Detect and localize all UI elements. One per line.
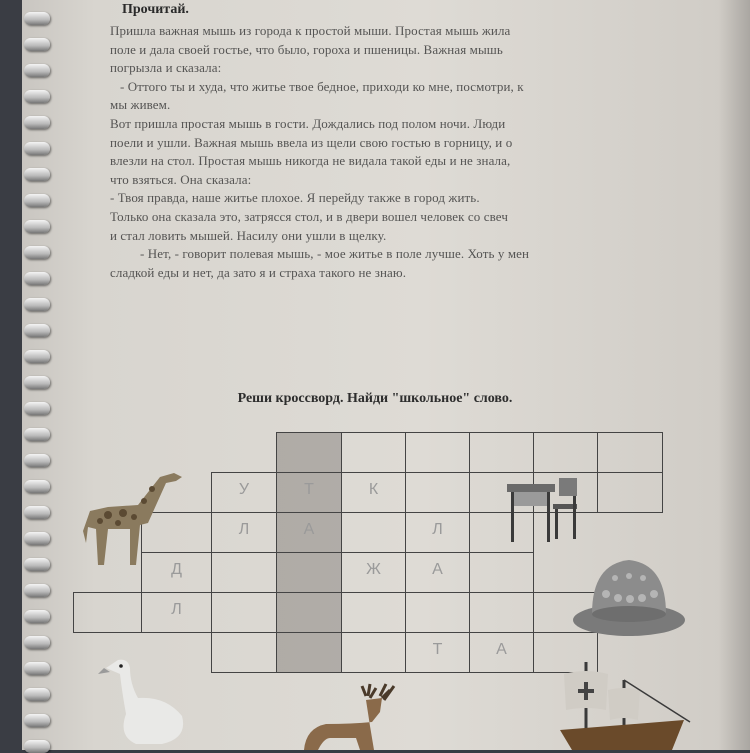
story-line: что взяться. Она сказала: [110,171,252,187]
binding-ring [24,740,50,753]
crossword-cell[interactable] [405,472,470,513]
giraffe-picture [78,465,186,575]
crossword-cell[interactable] [211,512,277,553]
crossword-cell[interactable] [533,432,598,473]
story-line: поели и ушли. Важная мышь ввела из щели свою гостью в горницу, и о [110,134,513,150]
crossword-cell[interactable] [469,432,534,473]
story-line: - Оттого ты и худа, что житье твое бедное, приходи ко мне, посмотри, к [120,78,524,94]
crossword-cell[interactable] [405,592,470,633]
crossword-cell[interactable] [276,512,342,553]
story-line: - Нет, - говорит полевая мышь, - мое житье в поле лучше. Хоть у мен [140,246,530,262]
binding-ring [24,12,50,25]
crossword-cell[interactable] [211,472,277,513]
crossword-cell[interactable] [211,552,277,593]
story-line: Только она сказала это, затрясся стол, и в двери вошел человек со свеч [110,208,508,224]
crossword-cell[interactable] [341,472,406,513]
story-line: влезли на стол. Простая мышь никогда не видала такой еды и не знала, [110,153,511,169]
crossword-cell[interactable] [341,432,406,473]
binding-ring [24,428,50,441]
crossword-cell[interactable] [276,472,342,513]
crossword-letter: Ж [366,561,381,578]
crossword-letter: Т [432,641,443,658]
crossword-letter: Т [304,481,314,498]
page-heading: Прочитай. [122,2,189,17]
crossword-letter: Л [238,521,250,538]
crossword-cell[interactable] [211,632,277,673]
story-line: сладкой еды и нет, да зато я и страха такого не знаю. [110,264,407,280]
binding-ring [24,662,50,675]
crossword-cell[interactable] [405,432,470,473]
binding-ring [24,142,50,155]
crossword-cell[interactable] [341,552,406,593]
story-line: Вот пришла простая мышь в гости. Дождались под полом ночи. Люди [110,115,506,131]
binding-ring [24,532,50,545]
binding-ring [24,584,50,597]
binding-ring [24,688,50,701]
crossword-cell[interactable] [469,592,534,633]
crossword-letter: Л [432,521,443,538]
crossword-cell[interactable] [597,472,663,513]
binding-ring [24,714,50,727]
binding-ring [24,116,50,129]
crossword-cell[interactable] [341,592,406,633]
crossword-cell[interactable] [405,512,470,553]
binding-ring [24,168,50,181]
crossword-letter: Л [171,601,182,618]
crossword-cell[interactable] [597,432,663,473]
binding-ring [24,376,50,389]
story-line: погрызла и сказала: [110,60,222,76]
crossword-cell[interactable] [341,512,406,553]
binding-ring [24,298,50,311]
crossword-cell[interactable] [211,592,277,633]
crossword-cell[interactable] [405,552,470,593]
story-line: мы живем. [110,97,171,113]
binding-ring [24,480,50,493]
binding-ring [24,246,50,259]
binding-ring [24,506,50,519]
crossword-letter: Д [171,561,182,578]
story-text [110,22,720,282]
binding-ring [24,90,50,103]
crossword-cell[interactable] [341,632,406,673]
crossword-letter: У [238,481,250,498]
binding-ring [24,272,50,285]
crossword-cell[interactable] [276,592,342,633]
goose-picture [96,652,194,750]
crossword-cell[interactable] [405,632,470,673]
binding-ring [24,194,50,207]
binding-ring [24,38,50,51]
crossword-task-title: Реши кроссворд. Найди "школьное" слово. [237,391,513,406]
story-line: поле и дала своей гостье, что было, гороха и пшеницы. Важная мышь [110,41,503,57]
story-line: - Твоя правда, наше житье плохое. Я перейду также в город жить. [110,190,480,206]
school-desk-picture [503,474,581,546]
crossword-cell[interactable] [469,552,534,593]
crossword-cell[interactable] [276,552,342,593]
crossword-letter: А [303,521,315,538]
binding-ring [24,454,50,467]
binding-ring [24,636,50,649]
crossword-cell[interactable] [73,592,142,633]
binding-ring [24,64,50,77]
spiral-binding [22,0,52,750]
crossword-letter: А [432,561,443,578]
crossword-letter: К [368,481,379,498]
binding-ring [24,220,50,233]
story-line: Пришла важная мышь из города к простой мыши. Простая мышь жила [110,23,511,38]
deer-picture [296,682,396,750]
binding-ring [24,558,50,571]
story-line: и стал ловить мышей. Насилу они ушли в щелку. [110,227,387,243]
hat-picture [570,554,688,640]
ship-picture [552,660,692,750]
binding-ring [24,610,50,623]
binding-ring [24,350,50,363]
crossword-cell[interactable] [276,432,342,473]
page-shadow [718,0,750,750]
crossword-cell[interactable] [276,632,342,673]
crossword-cell[interactable] [141,592,212,633]
crossword-cell[interactable] [469,632,534,673]
binding-ring [24,324,50,337]
crossword-letter: А [496,641,507,658]
